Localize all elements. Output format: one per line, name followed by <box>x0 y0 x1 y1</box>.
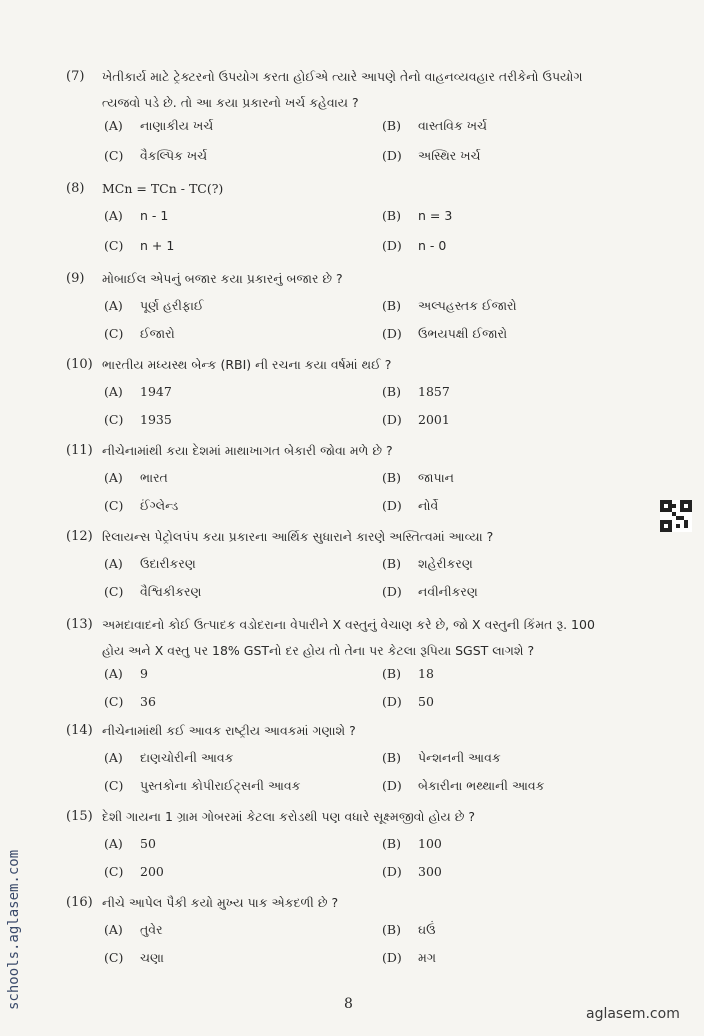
option-c: (C) 36 <box>104 694 156 709</box>
option-d: (D) ઉભયપક્ષી ઈજારો <box>382 326 508 341</box>
option-a: (A) n - 1 <box>104 208 169 223</box>
question-9 <box>66 266 666 292</box>
question-number: (16) <box>66 895 93 910</box>
question-number: (13) <box>66 617 93 632</box>
question-15 <box>66 804 666 830</box>
option-d: (D) મગ <box>382 950 436 965</box>
option-b: (B) વાસ્તવિક ખર્ચ <box>382 118 488 133</box>
option-c: (C) ચણા <box>104 950 164 965</box>
option-a: (A) 1947 <box>104 384 172 399</box>
option-c: (C) n + 1 <box>104 238 175 253</box>
option-c: (C) 200 <box>104 864 164 879</box>
option-c: (C) ઈજારો <box>104 326 175 341</box>
question-number: (12) <box>66 529 93 544</box>
option-d: (D) 50 <box>382 694 434 709</box>
option-c: (C) વૈશ્વિકીકરણ <box>104 584 202 599</box>
question-text: નીચેનામાંથી કઈ આવક રાષ્ટ્રીય આવકમાં ગણાશે ? <box>102 723 356 738</box>
question-number: (10) <box>66 357 93 372</box>
option-a: (A) નાણાકીય ખર્ચ <box>104 118 214 133</box>
option-a: (A) 9 <box>104 666 148 681</box>
option-d: (D) n - 0 <box>382 238 447 253</box>
question-text: અમદાવાદનો કોઈ ઉત્પાદક વડોદરાના વેપારીને X વસ્તુનું વેચાણ કરે છે, જો X વસ્તુની કિંમત રૂ. 100 <box>102 617 595 632</box>
option-b: (B) પેન્શનની આવક <box>382 750 501 765</box>
question-number: (14) <box>66 723 93 738</box>
question-text: દેશી ગાયના 1 ગ્રામ ગોબરમાં કેટલા કરોડથી પણ વધારે સૂક્ષ્મજીવો હોય છે ? <box>102 809 476 824</box>
option-d: (D) 2001 <box>382 412 450 427</box>
question-8 <box>66 176 666 202</box>
question-number: (9) <box>66 271 85 286</box>
question-text: ભારતીય મધ્યસ્થ બેન્ક (RBI) ની રચના કયા વર્ષમાં થઈ ? <box>102 357 392 372</box>
option-c: (C) વૈકલ્પિક ખર્ચ <box>104 148 208 163</box>
option-b: (B) 1857 <box>382 384 450 399</box>
question-16 <box>66 890 666 916</box>
option-b: (B) ઘઉં <box>382 922 436 937</box>
page-number: 8 <box>344 996 353 1012</box>
question-13 <box>66 612 666 664</box>
question-7 <box>66 64 666 116</box>
watermark-right: aglasem.com <box>586 1006 680 1022</box>
option-b: (B) n = 3 <box>382 208 453 223</box>
option-a: (A) દાણચોરીની આવક <box>104 750 234 765</box>
option-b: (B) શહેરીકરણ <box>382 556 473 571</box>
question-14 <box>66 718 666 744</box>
question-number: (15) <box>66 809 93 824</box>
option-d: (D) નવીનીકરણ <box>382 584 478 599</box>
option-c: (C) પુસ્તકોના કોપીરાઈટ્સની આવક <box>104 778 301 793</box>
question-text: નીચે આપેલ પૈકી કયો મુખ્ય પાક એકદળી છે ? <box>102 895 339 910</box>
option-a: (A) ઉદારીકરણ <box>104 556 196 571</box>
option-a: (A) તુવેર <box>104 922 163 937</box>
option-c: (C) ઈંગ્લેન્ડ <box>104 498 179 513</box>
question-text: હોય અને X વસ્તુ પર 18% GSTનો દર હોય તો તેના પર કેટલા રૂપિયા SGST લાગશે ? <box>102 643 535 658</box>
watermark-left: schools.aglasem.com <box>6 849 22 1010</box>
option-c: (C) 1935 <box>104 412 172 427</box>
question-text: MCn = TCn - TC(?) <box>102 181 224 196</box>
question-text: નીચેનામાંથી કયા દેશમાં માથાખાગત બેકારી જોવા મળે છે ? <box>102 443 393 458</box>
question-text: મોબાઈલ એપનું બજાર કયા પ્રકારનું બજાર છે ? <box>102 271 343 286</box>
option-b: (B) અલ્પહસ્તક ઈજારો <box>382 298 517 313</box>
option-a: (A) 50 <box>104 836 156 851</box>
question-10 <box>66 352 666 378</box>
question-text: ખેતીકાર્ય માટે ટ્રેક્ટરનો ઉપયોગ કરતા હોઈએ ત્યારે આપણે તેનો વાહનવ્યવહાર તરીકેનો ઉપયોગ <box>102 69 583 84</box>
option-a: (A) પૂર્ણ હરીફાઈ <box>104 298 204 313</box>
option-d: (D) બેકારીના ભથ્થાની આવક <box>382 778 545 793</box>
question-number: (11) <box>66 443 93 458</box>
question-text: ત્યજવો પડે છે. તો આ કયા પ્રકારનો ખર્ચ કહેવાય ? <box>102 95 359 110</box>
option-b: (B) જાપાન <box>382 470 454 485</box>
question-12 <box>66 524 666 550</box>
option-a: (A) ભારત <box>104 470 168 485</box>
option-b: (B) 18 <box>382 666 434 681</box>
question-11 <box>66 438 666 464</box>
option-d: (D) નોર્વે <box>382 498 439 513</box>
question-number: (8) <box>66 181 85 196</box>
option-b: (B) 100 <box>382 836 442 851</box>
option-d: (D) 300 <box>382 864 442 879</box>
option-d: (D) અસ્થિર ખર્ચ <box>382 148 481 163</box>
question-text: રિલાયન્સ પેટ્રોલપંપ કયા પ્રકારના આર્થિક સુધારાને કારણે અસ્તિત્વમાં આવ્યા ? <box>102 529 494 544</box>
question-number: (7) <box>66 69 85 84</box>
